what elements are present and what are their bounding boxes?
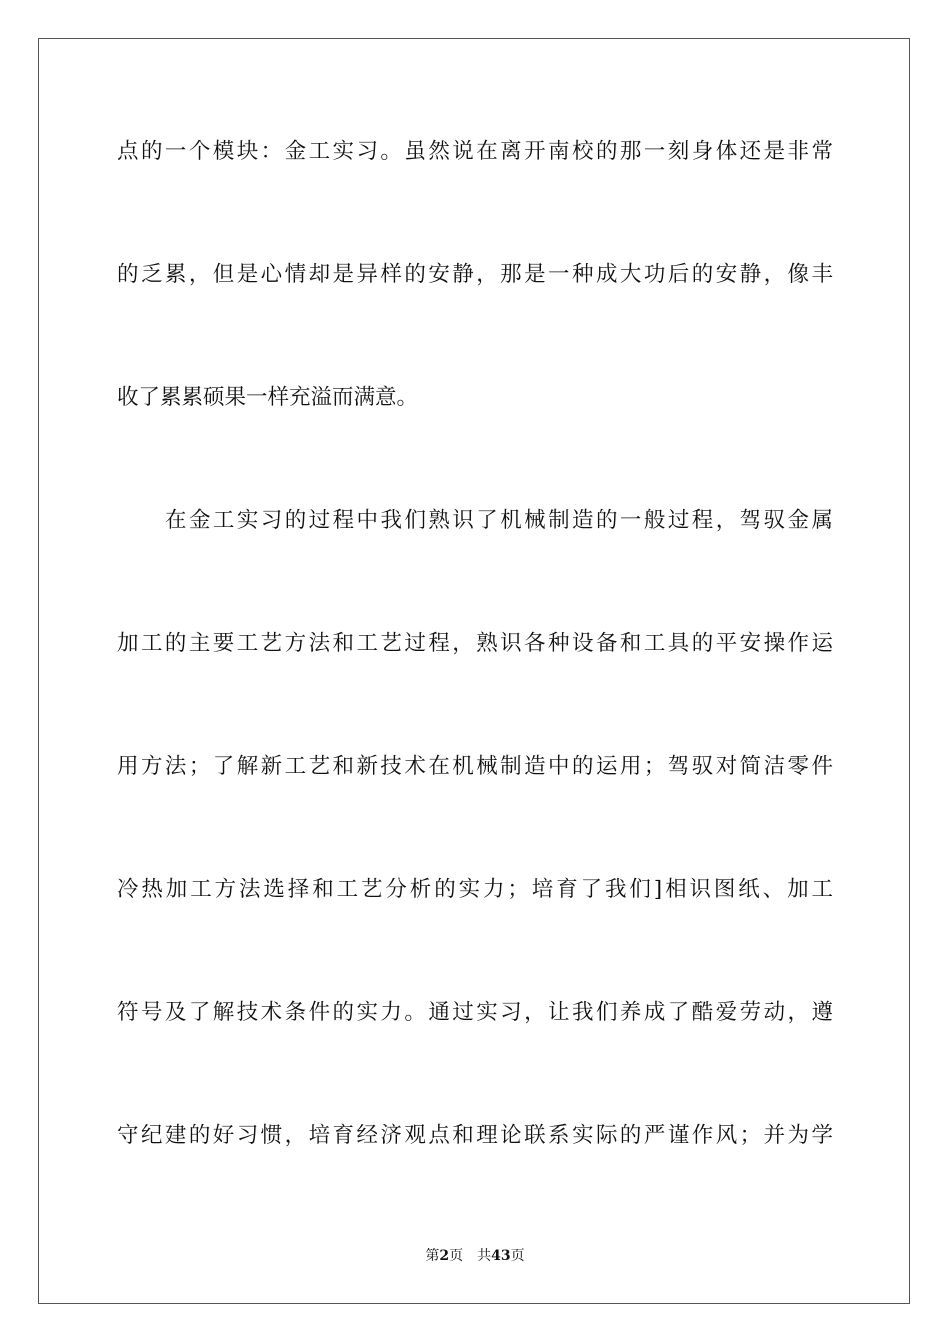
total-pages: 43: [491, 1248, 511, 1264]
text-line: 在金工实习的过程中我们熟识了机械制造的一般过程，驾驭金属: [165, 508, 833, 533]
page-footer: [0, 1247, 950, 1265]
total-suffix: 页: [510, 1248, 525, 1264]
text-line: 点的一个模块：金工实习。虽然说在离开南校的那一刻身体还是非常: [117, 139, 833, 164]
page-number: 2: [439, 1248, 450, 1264]
page-suffix: 页: [449, 1248, 464, 1264]
page-border: [38, 38, 910, 1304]
page-prefix: 第: [425, 1248, 440, 1264]
text-line: 冷热加工方法选择和工艺分析的实力；培育了我们]相识图纸、加工: [117, 877, 833, 902]
text-line: 的乏累，但是心情却是异样的安静，那是一种成大功后的安静，像丰: [117, 262, 833, 287]
text-line: 用方法；了解新工艺和新技术在机械制造中的运用；驾驭对简洁零件: [117, 754, 833, 779]
text-line: 符号及了解技术条件的实力。通过实习，让我们养成了酷爱劳动，遵: [117, 1000, 833, 1025]
text-line: 守纪建的好习惯，培育经济观点和理论联系实际的严谨作风；并为学: [117, 1123, 833, 1148]
text-line: 收了累累硕果一样充溢而满意。: [117, 385, 419, 410]
text-line: 加工的主要工艺方法和工艺过程，熟识各种设备和工具的平安操作运: [117, 631, 833, 656]
total-prefix: 共: [477, 1248, 492, 1264]
